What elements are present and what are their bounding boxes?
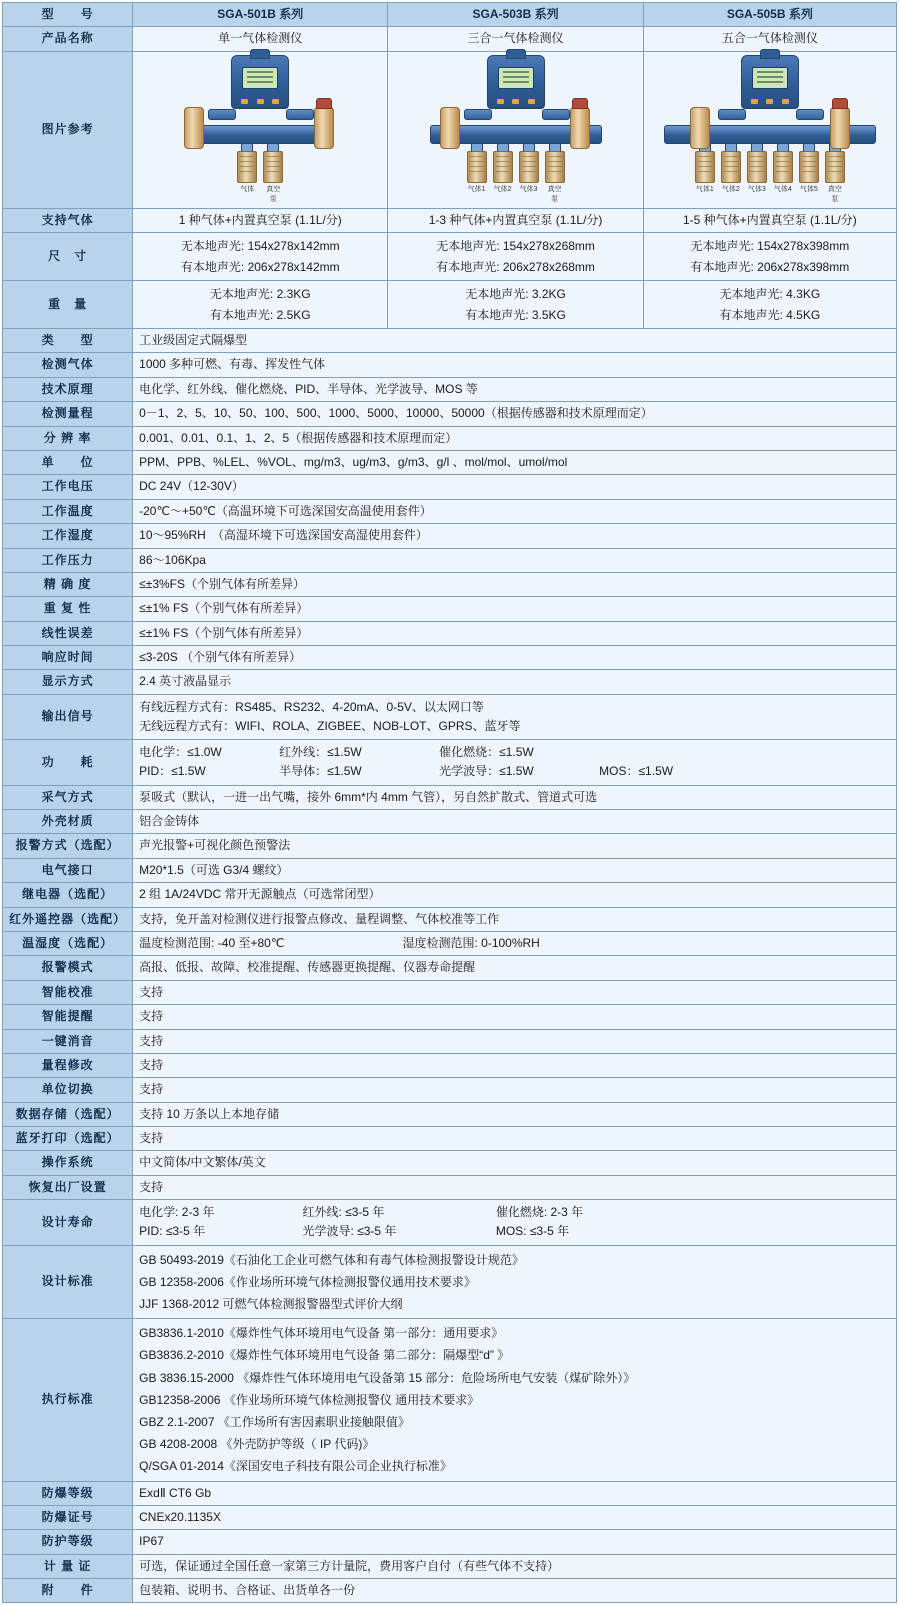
left-cylinder-icon	[690, 107, 710, 149]
life-optical-waveguide: 光学波导: ≤3-5 年	[302, 1224, 397, 1239]
life-electrochemical: 电化学: 2-3 年	[139, 1205, 215, 1220]
table-row-output-signal	[3, 694, 897, 739]
temp-range: 温度检测范围: -40 至+80℃	[139, 935, 285, 950]
size-3-line1: 无本地声光: 154x278x398mm	[690, 239, 850, 254]
table-row-range-modify	[3, 1053, 897, 1077]
weight-2-line1: 无本地声光: 3.2KG	[465, 287, 566, 302]
table-row-power-consumption	[3, 740, 897, 785]
row-label-shell: 外壳材质	[3, 810, 133, 834]
bluetooth-print-opt-value: 支持	[133, 1127, 897, 1151]
cylinder-cap-icon	[832, 98, 848, 109]
row-label-accuracy: 精 确 度	[3, 572, 133, 596]
table-row-unit	[3, 450, 897, 474]
sensor-captions-1	[189, 185, 331, 205]
execution-standard-item: GB3836.1-2010《爆炸性气体环境用电气设备 第一部分：通用要求》	[139, 1326, 504, 1341]
table-row-ex-grade	[3, 1481, 897, 1505]
metering-cert-value: 可选，保证通过全国任意一家第三方计量院，费用客户自付（有些气体不支持）	[133, 1554, 897, 1578]
power-mos: MOS：≤1.5W	[599, 764, 674, 779]
row-label-bluetooth-print-opt: 蓝牙打印（选配）	[3, 1127, 133, 1151]
row-label-alarm-mode: 报警模式	[3, 956, 133, 980]
sensor-caption: 气体5	[799, 185, 818, 193]
sensor-caption: 气体1	[695, 185, 714, 193]
table-row-display	[3, 670, 897, 694]
power-pid: PID：≤1.5W	[139, 764, 206, 779]
row-label-relay-opt: 继电器（选配）	[3, 883, 133, 907]
sensor-captions-2	[430, 185, 602, 205]
left-cylinder-icon	[184, 107, 204, 149]
sensor-group	[189, 143, 331, 183]
left-arm-icon	[464, 109, 492, 120]
product-name-3: 五合一气体检测仪	[643, 27, 896, 51]
size-3-line2: 有本地声光: 206x278x398mm	[690, 259, 850, 274]
row-label-resolution: 分 辨 率	[3, 426, 133, 450]
sensor-icon	[721, 143, 741, 183]
row-label-power-consumption: 功 耗	[3, 740, 133, 785]
table-row-accessories	[3, 1579, 897, 1603]
table-row-range	[3, 402, 897, 426]
table-row-response-time	[3, 646, 897, 670]
size-2-line1: 无本地声光: 154x278x268mm	[436, 239, 595, 254]
display-screen-icon	[242, 67, 278, 89]
row-label-pressure: 工作压力	[3, 548, 133, 572]
temp-humi-opt-value	[133, 931, 897, 955]
row-label-unit-switch: 单位切换	[3, 1078, 133, 1102]
row-label-linearity: 线性误差	[3, 621, 133, 645]
resolution-value: 0.001、0.01、0.1、1、2、5（根据传感器和技术原理而定）	[133, 426, 897, 450]
detect-gas-value: 1000 多种可燃、有毒、挥发性气体	[133, 353, 897, 377]
table-row-data-storage-opt	[3, 1102, 897, 1126]
keypad-icon	[751, 99, 789, 104]
one-key-mute-value: 支持	[133, 1029, 897, 1053]
row-label-one-key-mute: 一键消音	[3, 1029, 133, 1053]
row-label-product-name: 产品名称	[3, 27, 133, 51]
table-row-alarm-mode-opt	[3, 834, 897, 858]
display-screen-icon	[752, 67, 788, 89]
ir-remote-opt-value: 支持，免开盖对检测仪进行报警点修改、量程调整、气体校准等工作	[133, 907, 897, 931]
row-label-display: 显示方式	[3, 670, 133, 694]
specification-table	[2, 2, 897, 1603]
device-illustration-3-sensor	[430, 55, 602, 205]
product-name-2: 三合一气体检测仪	[388, 27, 643, 51]
table-row-image-reference	[3, 51, 897, 208]
linearity-value: ≤±1% FS（个别气体有所差异）	[133, 621, 897, 645]
row-label-temperature: 工作温度	[3, 499, 133, 523]
weight-1-line1: 无本地声光: 2.3KG	[209, 287, 311, 302]
size-1-line2: 有本地声光: 206x278x142mm	[180, 259, 340, 274]
sensor-caption: 真空泵	[547, 185, 562, 203]
execution-standard-item: GB 4208-2008 《外壳防护等级（ IP 代码)》	[139, 1437, 375, 1452]
table-row-resolution	[3, 426, 897, 450]
row-label-output-signal: 输出信号	[3, 694, 133, 739]
weight-1-line2: 有本地声光: 2.5KG	[209, 307, 311, 322]
design-life-line1	[139, 1203, 890, 1222]
sensor-caption: 气体	[240, 185, 255, 193]
row-label-ip-grade: 防护等级	[3, 1530, 133, 1554]
unit-switch-value: 支持	[133, 1078, 897, 1102]
sensor-icon	[825, 143, 845, 183]
table-row-product-name	[3, 27, 897, 51]
row-label-execution-standard: 执行标准	[3, 1319, 133, 1481]
accuracy-value: ≤±3%FS（个别气体有所差异）	[133, 572, 897, 596]
ex-grade-value: ExdⅡ CT6 Gb	[133, 1481, 897, 1505]
table-row-ex-cert-no	[3, 1505, 897, 1529]
sensor-group	[430, 143, 602, 183]
table-row-pressure	[3, 548, 897, 572]
row-label-weight: 重 量	[3, 281, 133, 329]
row-label-detect-gas: 检测气体	[3, 353, 133, 377]
left-cylinder-icon	[440, 107, 460, 149]
sensor-icon	[695, 143, 715, 183]
relay-opt-value: 2 组 1A/24VDC 常开无源触点（可选常闭型）	[133, 883, 897, 907]
right-arm-icon	[796, 109, 824, 120]
electrical-port-value: M20*1.5（可选 G3/4 螺纹）	[133, 858, 897, 882]
life-pid: PID: ≤3-5 年	[139, 1224, 206, 1239]
sensor-captions-3	[664, 185, 876, 205]
row-label-temp-humi-opt: 温湿度（选配）	[3, 931, 133, 955]
table-row-temp-humi-opt	[3, 931, 897, 955]
right-cylinder-icon	[570, 107, 590, 149]
row-label-range-modify: 量程修改	[3, 1053, 133, 1077]
life-catalytic: 催化燃烧: 2-3 年	[495, 1205, 584, 1220]
table-row-design-standard	[3, 1245, 897, 1319]
table-row-bluetooth-print-opt	[3, 1127, 897, 1151]
table-row-model	[3, 3, 897, 27]
table-row-metering-cert	[3, 1554, 897, 1578]
row-label-category: 类 型	[3, 329, 133, 353]
temperature-value: -20℃～+50℃（高温环境下可选深国安高温使用套件）	[133, 499, 897, 523]
row-label-smart-calibration: 智能校准	[3, 980, 133, 1004]
support-gas-2: 1-3 种气体+内置真空泵 (1.1L/分)	[388, 209, 643, 233]
table-row-unit-switch	[3, 1078, 897, 1102]
row-label-size: 尺 寸	[3, 233, 133, 281]
humidity-value: 10～95%RH （高湿环境下可选深国安高湿使用套件）	[133, 524, 897, 548]
cylinder-cap-icon	[316, 98, 332, 109]
table-row-relay-opt	[3, 883, 897, 907]
row-label-support-gas: 支持气体	[3, 209, 133, 233]
cylinder-cap-icon	[572, 98, 588, 109]
sensor-icon	[467, 143, 487, 183]
row-label-humidity: 工作湿度	[3, 524, 133, 548]
row-label-model: 型 号	[3, 3, 133, 27]
power-electrochemical: 电化学：≤1.0W	[139, 745, 222, 760]
device-image-2	[388, 51, 643, 208]
design-standard-item: GB 12358-2006《作业场所环境气体检测报警仪通用技术要求》	[139, 1274, 476, 1289]
sensor-icon	[799, 143, 819, 183]
device-illustration-1-sensor	[189, 55, 331, 205]
sensor-icon	[493, 143, 513, 183]
support-gas-3: 1-5 种气体+内置真空泵 (1.1L/分)	[643, 209, 896, 233]
device-illustration-5-sensor	[664, 55, 876, 205]
weight-3-line1: 无本地声光: 4.3KG	[719, 287, 821, 302]
left-arm-icon	[208, 109, 236, 120]
display-screen-icon	[498, 67, 534, 89]
row-label-unit: 单 位	[3, 450, 133, 474]
table-row-voltage	[3, 475, 897, 499]
alarm-mode-opt-value: 声光报警+可视化颜色预警法	[133, 834, 897, 858]
tech-principle-value: 电化学、红外线、催化燃烧、PID、半导体、光学波导、MOS 等	[133, 377, 897, 401]
row-label-design-standard: 设计标准	[3, 1245, 133, 1319]
table-row-accuracy	[3, 572, 897, 596]
power-catalytic: 催化燃烧：≤1.5W	[439, 745, 534, 760]
row-label-ex-grade: 防爆等级	[3, 1481, 133, 1505]
row-label-ex-cert-no: 防爆证号	[3, 1505, 133, 1529]
keypad-icon	[497, 99, 535, 104]
model-col-3: SGA-505B 系列	[643, 3, 896, 27]
table-row-design-life	[3, 1200, 897, 1245]
detector-head-icon	[741, 55, 799, 109]
right-cylinder-icon	[830, 107, 850, 149]
sensor-caption: 气体2	[721, 185, 740, 193]
manifold-bar-icon	[189, 125, 331, 144]
life-infrared: 红外线: ≤3-5 年	[302, 1205, 385, 1220]
table-row-os	[3, 1151, 897, 1175]
table-row-temperature	[3, 499, 897, 523]
right-cylinder-icon	[314, 107, 334, 149]
sampling-value: 泵吸式（默认，一进一出气嘴，接外 6mm*内 4mm 气管），另自然扩散式、管道式可选	[133, 785, 897, 809]
row-label-electrical-port: 电气接口	[3, 858, 133, 882]
output-signal-value	[133, 694, 897, 739]
output-signal-line1: 有线远程方式有：RS485、RS232、4-20mA、0-5V、以太网口等	[139, 699, 484, 714]
model-col-1: SGA-501B 系列	[133, 3, 388, 27]
size-2-line2: 有本地声光: 206x278x268mm	[436, 259, 595, 274]
row-label-sampling: 采气方式	[3, 785, 133, 809]
table-row-weight	[3, 281, 897, 329]
output-signal-line2: 无线远程方式有：WIFI、ROLA、ZIGBEE、NOB-LOT、GPRS、蓝牙等	[139, 719, 521, 734]
table-row-linearity	[3, 621, 897, 645]
ip-grade-value: IP67	[133, 1530, 897, 1554]
os-value: 中文简体/中文繁体/英文	[133, 1151, 897, 1175]
life-mos: MOS: ≤3-5 年	[495, 1224, 570, 1239]
table-row-support-gas	[3, 209, 897, 233]
size-1	[133, 233, 388, 281]
table-row-electrical-port	[3, 858, 897, 882]
table-row-ir-remote-opt	[3, 907, 897, 931]
size-2	[388, 233, 643, 281]
display-value: 2.4 英寸液晶显示	[133, 670, 897, 694]
power-consumption-value	[133, 740, 897, 785]
row-label-voltage: 工作电压	[3, 475, 133, 499]
power-line2	[139, 762, 890, 781]
pressure-value: 86～106Kpa	[133, 548, 897, 572]
sensor-caption: 真空泵	[266, 185, 281, 203]
sensor-group	[664, 143, 876, 183]
table-row-tech-principle	[3, 377, 897, 401]
sensor-icon	[519, 143, 539, 183]
weight-2-line2: 有本地声光: 3.5KG	[465, 307, 566, 322]
table-row-size	[3, 233, 897, 281]
size-1-line1: 无本地声光: 154x278x142mm	[180, 239, 340, 254]
detector-head-icon	[487, 55, 545, 109]
smart-calibration-value: 支持	[133, 980, 897, 1004]
row-label-alarm-mode-opt: 报警方式（选配）	[3, 834, 133, 858]
data-storage-opt-value: 支持 10 万条以上本地存储	[133, 1102, 897, 1126]
weight-2	[388, 281, 643, 329]
sensor-icon	[545, 143, 565, 183]
weight-3	[643, 281, 896, 329]
design-life-line2	[139, 1222, 890, 1241]
ex-cert-no-value: CNEx20.1135X	[133, 1505, 897, 1529]
sensor-icon	[773, 143, 793, 183]
row-label-image-reference: 图片参考	[3, 51, 133, 208]
sensor-caption: 气体2	[493, 185, 512, 193]
range-value: 0－1、2、5、10、50、100、500、1000、5000、10000、50000（根据传感器和技术原理而定）	[133, 402, 897, 426]
factory-reset-value: 支持	[133, 1175, 897, 1199]
power-infrared: 红外线：≤1.5W	[279, 745, 362, 760]
row-label-smart-remind: 智能提醒	[3, 1005, 133, 1029]
humidity-range: 湿度检测范围: 0-100%RH	[402, 935, 540, 950]
sensor-icon	[747, 143, 767, 183]
voltage-value: DC 24V（12-30V）	[133, 475, 897, 499]
table-row-repeatability	[3, 597, 897, 621]
row-label-repeatability: 重 复 性	[3, 597, 133, 621]
weight-3-line2: 有本地声光: 4.5KG	[719, 307, 821, 322]
execution-standard-item: GB12358-2006 《作业场所环境气体检测报警仪 通用技术要求》	[139, 1392, 480, 1407]
table-row-detect-gas	[3, 353, 897, 377]
row-label-data-storage-opt: 数据存储（选配）	[3, 1102, 133, 1126]
size-3	[643, 233, 896, 281]
alarm-mode-value: 高报、低报、故障、校准提醒、传感器更换提醒、仪器寿命提醒	[133, 956, 897, 980]
row-label-accessories: 附 件	[3, 1579, 133, 1603]
table-row-smart-calibration	[3, 980, 897, 1004]
power-optical-waveguide: 光学波导：≤1.5W	[439, 764, 534, 779]
row-label-tech-principle: 技术原理	[3, 377, 133, 401]
keypad-icon	[241, 99, 279, 104]
device-image-3	[643, 51, 896, 208]
execution-standard-value	[133, 1319, 897, 1481]
sensor-icon	[263, 143, 283, 183]
accessories-value: 包装箱、说明书、合格证、出货单各一份	[133, 1579, 897, 1603]
row-label-os: 操作系统	[3, 1151, 133, 1175]
sensor-caption: 气体3	[747, 185, 766, 193]
smart-remind-value: 支持	[133, 1005, 897, 1029]
design-standard-item: GB 50493-2019《石油化工企业可燃气体和有毒气体检测报警设计规范》	[139, 1252, 524, 1267]
left-arm-icon	[718, 109, 746, 120]
device-image-1	[133, 51, 388, 208]
detector-head-icon	[231, 55, 289, 109]
sensor-caption: 真空泵	[827, 185, 842, 203]
weight-1	[133, 281, 388, 329]
sensor-caption: 气体4	[773, 185, 792, 193]
power-semiconductor: 半导体：≤1.5W	[279, 764, 362, 779]
table-row-factory-reset	[3, 1175, 897, 1199]
unit-value: PPM、PPB、%LEL、%VOL、mg/m3、ug/m3、g/m3、g/l 、mol/mol、umol/mol	[133, 450, 897, 474]
table-row-humidity	[3, 524, 897, 548]
table-row-alarm-mode	[3, 956, 897, 980]
right-arm-icon	[286, 109, 314, 120]
execution-standard-item: GBZ 2.1-2007 《工作场所有害因素职业接触限值》	[139, 1414, 410, 1429]
row-label-ir-remote-opt: 红外遥控器（选配）	[3, 907, 133, 931]
execution-standard-item: Q/SGA 01-2014《深国安电子科技有限公司企业执行标准》	[139, 1459, 452, 1474]
model-col-2: SGA-503B 系列	[388, 3, 643, 27]
design-standard-item: JJF 1368-2012 可燃气体检测报警器型式评价大纲	[139, 1297, 403, 1312]
table-row-ip-grade	[3, 1530, 897, 1554]
sensor-caption: 气体3	[519, 185, 538, 193]
table-row-shell	[3, 810, 897, 834]
table-row-smart-remind	[3, 1005, 897, 1029]
row-label-factory-reset: 恢复出厂设置	[3, 1175, 133, 1199]
execution-standard-item: GB3836.2-2010《爆炸性气体环境用电气设备 第二部分：隔爆型“d” 》	[139, 1348, 510, 1363]
support-gas-1: 1 种气体+内置真空泵 (1.1L/分)	[133, 209, 388, 233]
table-row-one-key-mute	[3, 1029, 897, 1053]
row-label-metering-cert: 计 量 证	[3, 1554, 133, 1578]
shell-value: 铝合金铸体	[133, 810, 897, 834]
row-label-response-time: 响应时间	[3, 646, 133, 670]
row-label-design-life: 设计寿命	[3, 1200, 133, 1245]
range-modify-value: 支持	[133, 1053, 897, 1077]
power-line1	[139, 743, 890, 762]
right-arm-icon	[542, 109, 570, 120]
table-row-category	[3, 329, 897, 353]
design-standard-value	[133, 1245, 897, 1319]
design-life-value	[133, 1200, 897, 1245]
table-row-sampling	[3, 785, 897, 809]
row-label-range: 检测量程	[3, 402, 133, 426]
product-name-1: 单一气体检测仪	[133, 27, 388, 51]
category-value: 工业级固定式隔爆型	[133, 329, 897, 353]
sensor-caption: 气体1	[467, 185, 486, 193]
response-time-value: ≤3-20S （个别气体有所差异）	[133, 646, 897, 670]
repeatability-value: ≤±1% FS（个别气体有所差异）	[133, 597, 897, 621]
table-row-execution-standard	[3, 1319, 897, 1481]
sensor-icon	[237, 143, 257, 183]
execution-standard-item: GB 3836.15-2000 《爆炸性气体环境用电气设备第 15 部分：危险场所电气安装（煤矿除外）》	[139, 1370, 636, 1385]
